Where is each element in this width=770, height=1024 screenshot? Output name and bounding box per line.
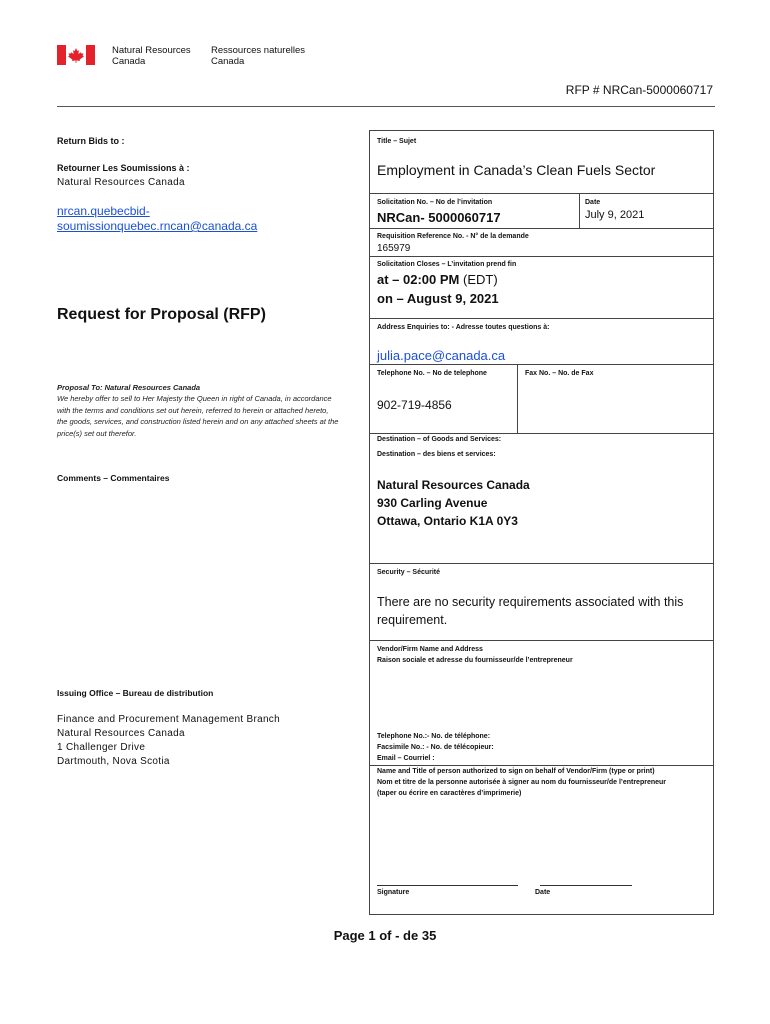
proposal-line-1: We hereby offer to sell to Her Majesty the Queen in right of Canada, in accordance <box>57 394 332 403</box>
requisition-value: 165979 <box>377 243 411 254</box>
issuing-line-1: Finance and Procurement Management Branch <box>57 714 280 725</box>
bid-email-line-2[interactable]: soumissionquebec.rncan@canada.ca <box>57 219 258 233</box>
bid-email-line-1[interactable]: nrcan.quebecbid- <box>57 204 150 218</box>
divider <box>370 563 713 564</box>
destination-line-2: 930 Carling Avenue <box>377 496 488 510</box>
proposal-line-3: the goods, services, and construction listed herein and on any attached sheets at the <box>57 417 339 426</box>
proposal-line-2: with the terms and conditions set out herein, referred to herein or attached hereto, <box>57 405 329 415</box>
vendor-phone-label: Telephone No.:- No. de téléphone: <box>377 733 491 740</box>
department-name-fr <box>211 45 305 67</box>
security-line-1: There are no security requirements associated with this <box>377 595 684 609</box>
title-value: Employment in Canada’s Clean Fuels Sector <box>377 162 656 178</box>
destination-line-1: Natural Resources Canada <box>377 478 530 492</box>
destination-label-en: Destination – of Goods and Services: <box>377 436 502 443</box>
contact-email[interactable]: julia.pace@canada.ca <box>377 348 506 363</box>
divider <box>370 193 713 194</box>
security-line-2: requirement. <box>377 613 448 627</box>
department-name-en <box>112 45 191 67</box>
vendor-label-fr: Raison sociale et adresse du fournisseur/de l’entrepreneur <box>377 657 573 664</box>
divider <box>517 364 518 433</box>
dept-fr-line-1: Ressources naturelles <box>211 45 305 56</box>
divider <box>579 193 580 228</box>
security-text <box>377 593 683 629</box>
proposal-to-label: Proposal To: Natural Resources Canada <box>57 383 201 392</box>
issuing-line-2: Natural Resources Canada <box>57 728 185 739</box>
issuing-line-4: Dartmouth, Nova Scotia <box>57 756 170 767</box>
comments-label: Comments – Commentaires <box>57 473 170 483</box>
destination-line-3: Ottawa, Ontario K1A 0Y3 <box>377 514 518 528</box>
divider <box>370 318 713 319</box>
proposal-body <box>57 393 338 439</box>
authorized-label-2: Nom et titre de la personne autorisée à signer au nom du fournisseur/de l’entrepreneur <box>377 779 667 786</box>
signature-date-label: Date <box>535 889 551 896</box>
date-label: Date <box>585 199 601 206</box>
return-bids-label: Return Bids to : <box>57 136 125 146</box>
divider <box>370 765 713 766</box>
divider <box>370 228 713 229</box>
solicitation-label: Solicitation No. – No de l’invitation <box>377 199 493 206</box>
date-value: July 9, 2021 <box>585 209 645 221</box>
divider <box>370 433 713 434</box>
authorized-label-3: (taper ou écrire en caractères d’imprimerie) <box>377 790 522 797</box>
vendor-fax-label: Facsimile No.: - No. de télécopieur: <box>377 744 494 751</box>
issuing-office-address <box>57 713 280 769</box>
divider <box>370 640 713 641</box>
dept-en-line-1: Natural Resources <box>112 45 191 56</box>
vendor-label-en: Vendor/Firm Name and Address <box>377 646 483 653</box>
dept-fr-line-2: Canada <box>211 56 245 67</box>
page-number: Page 1 of - de 35 <box>333 928 437 943</box>
solicitation-form-box <box>369 130 714 915</box>
signature-line <box>377 885 518 886</box>
closes-time-value: at – 02:00 PM <box>377 272 460 287</box>
divider <box>370 256 713 257</box>
authorized-label-1: Name and Title of person authorized to sign on behalf of Vendor/Firm (type or print) <box>377 768 655 775</box>
issuing-office-label: Issuing Office – Bureau de distribution <box>57 688 214 698</box>
closes-time <box>377 272 498 287</box>
dept-en-line-2: Canada <box>112 56 146 67</box>
issuing-line-3: 1 Challenger Drive <box>57 742 146 753</box>
date-line <box>540 885 632 886</box>
telephone-value: 902-719-4856 <box>377 398 452 412</box>
security-label: Security – Sécurité <box>377 569 441 576</box>
rfp-heading: Request for Proposal (RFP) <box>57 306 266 323</box>
signature-label: Signature <box>377 889 410 896</box>
closes-date: on – August 9, 2021 <box>377 291 499 306</box>
header-divider <box>57 106 715 107</box>
title-label: Title – Sujet <box>377 138 417 145</box>
solicitation-value: NRCan- 5000060717 <box>377 210 501 225</box>
requisition-label: Requisition Reference No. - N° de la demande <box>377 233 529 240</box>
closes-label: Solicitation Closes – L’invitation prend fin <box>377 261 517 268</box>
telephone-label: Telephone No. – No de telephone <box>377 370 487 377</box>
canada-flag-icon <box>57 45 95 65</box>
destination-address <box>377 476 530 530</box>
proposal-line-4: price(s) set out therefor. <box>57 428 137 438</box>
return-org: Natural Resources Canada <box>57 177 185 188</box>
retourner-label: Retourner Les Soumissions à : <box>57 163 190 173</box>
fax-label: Fax No. – No. de Fax <box>525 370 594 377</box>
rfp-number: RFP # NRCan-5000060717 <box>565 83 713 97</box>
destination-label-fr: Destination – des biens et services: <box>377 451 496 458</box>
closes-timezone: (EDT) <box>463 272 498 287</box>
vendor-email-label: Email – Courriel : <box>377 755 435 762</box>
bid-email-link[interactable] <box>57 204 257 234</box>
divider <box>370 364 713 365</box>
address-enquiries-label: Address Enquiries to: - Adresse toutes questions à: <box>377 324 550 331</box>
